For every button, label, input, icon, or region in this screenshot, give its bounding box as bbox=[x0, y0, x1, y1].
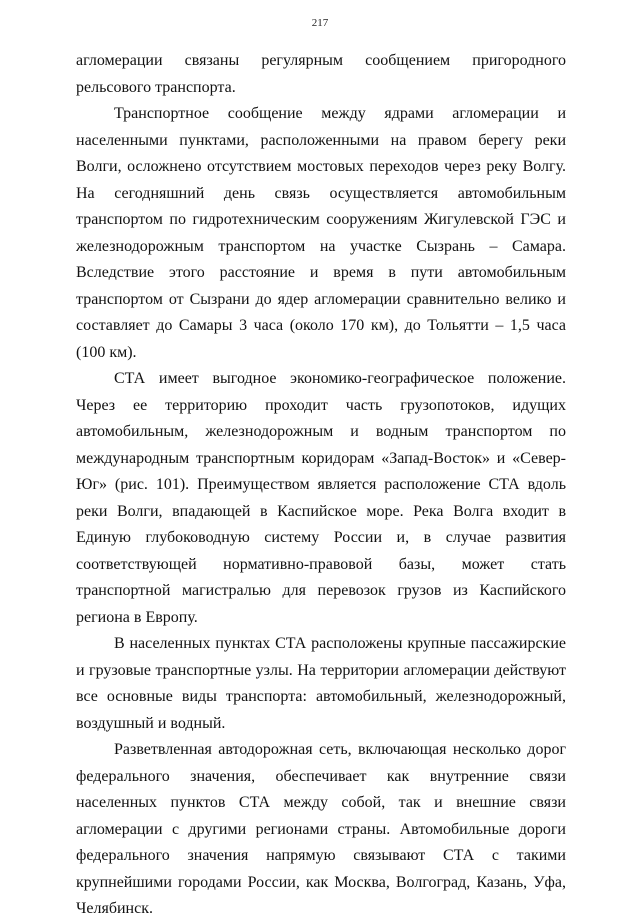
paragraph-4: В населенных пунктах СТА расположены крупные пассажирские и грузовые транспортные узлы. На территории агломерации действуют все основные виды транспорта: автомобильный, железнодорожный, воздушный и водный. bbox=[76, 635, 566, 732]
paragraph-1: агломерации связаны регулярным сообщением пригородного рельсового транспорта. bbox=[76, 52, 566, 96]
page-number: 217 bbox=[311, 17, 329, 29]
paragraph-2: Транспортное сообщение между ядрами агломерации и населенными пунктами, расположенными на правом берегу реки Волги, осложнено отсутствием мостовых переходов через реку Волгу. На сегодняшний день связь осуществляется автомобильным транспортом по гидротехническим сооружениям Жигулевской ГЭС и железнодорожным транспортом на участке Сызрань – Самара. Вследствие этого расстояние и время в пути автомобильным транспортом от Сызрани до ядер агломерации сравнительно велико и составляет до Самары 3 часа (около 170 км), до Тольятти – 1,5 часа (100 км). bbox=[76, 105, 566, 361]
paragraph-3: СТА имеет выгодное экономико-географическое положение. Через ее территорию проходит часть грузопотоков, идущих автомобильным, железнодорожным и водным транспортом по международным транспортным коридорам «Запад-Восток» и «Север-Юг» (рис. 101). Преимуществом является расположение СТА вдоль реки Волги, впадающей в Каспийское море. Река Волга входит в Единую глубоководную систему России и, в случае развития соответствующей нормативно-правовой базы, может стать транспортной магистралью для перевозок грузов из Каспийского региона в Европу. bbox=[76, 370, 566, 626]
body-text bbox=[76, 48, 566, 923]
paragraph-5: Разветвленная автодорожная сеть, включающая несколько дорог федерального значения, обеспечивает как внутренние связи населенных пунктов СТА между собой, так и внешние связи агломерации с другими регионами страны. Автомобильные дороги федерального значения напрямую связывают СТА с такими крупнейшими городами России, как Москва, Волгоград, Казань, Уфа, Челябинск. bbox=[76, 741, 566, 917]
